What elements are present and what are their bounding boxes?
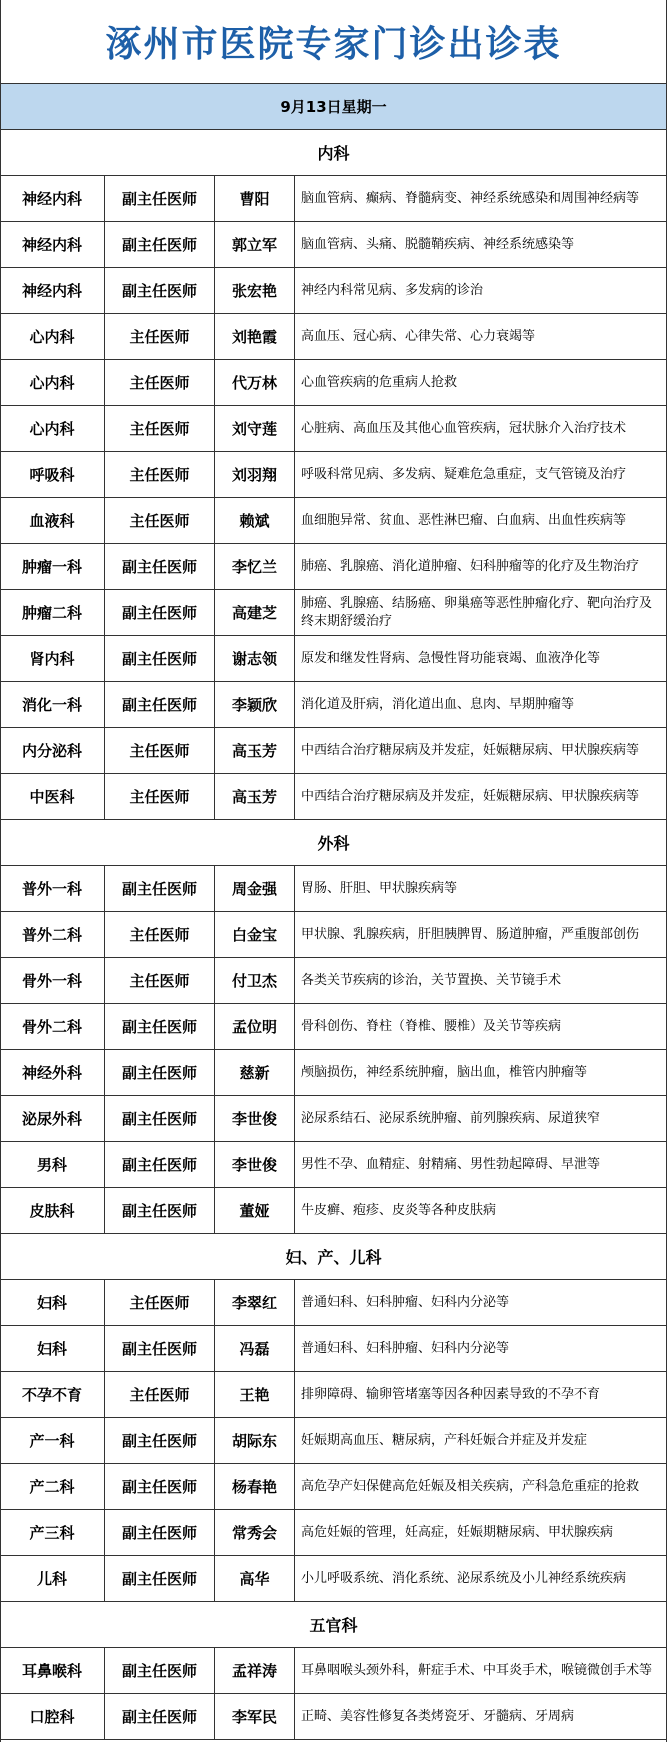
doctor-title-cell: 副主任医师 [105, 1188, 215, 1233]
doctor-name-cell: 胡际东 [215, 1418, 295, 1463]
specialty-cell: 高危妊娠的管理，妊高症，妊娠期糖尿病、甲状腺疾病 [301, 1524, 614, 1540]
department-cell: 普外二科 [0, 912, 105, 957]
specialty-cell: 高血压、冠心病、心律失常、心力衰竭等 [301, 328, 536, 344]
table-row [0, 1050, 667, 1096]
doctor-name-cell: 曹阳 [215, 176, 295, 221]
doctor-title-cell: 副主任医师 [105, 1464, 215, 1509]
doctor-title-cell: 主任医师 [105, 1280, 215, 1325]
specialty-cell: 胃肠、肝胆、甲状腺疾病等 [301, 880, 458, 896]
department-cell: 普外一科 [0, 866, 105, 911]
table-row [0, 1556, 667, 1602]
doctor-name-cell: 孟祥涛 [215, 1648, 295, 1693]
specialty-cell: 肺癌、乳腺癌、结肠癌、卵巢癌等恶性肿瘤化疗、靶向治疗及终末期舒缓治疗 [301, 595, 653, 629]
specialty-cell: 血细胞异常、贫血、恶性淋巴瘤、白血病、出血性疾病等 [301, 512, 627, 528]
doctor-title-cell: 主任医师 [105, 314, 215, 359]
doctor-title-cell: 副主任医师 [105, 1648, 215, 1693]
doctor-title-cell: 副主任医师 [105, 1510, 215, 1555]
doctor-name-cell: 李翠红 [215, 1280, 295, 1325]
doctor-title-cell: 副主任医师 [105, 590, 215, 635]
department-cell: 神经内科 [0, 268, 105, 313]
doctor-name-cell: 高玉芳 [215, 774, 295, 819]
table-row [0, 222, 667, 268]
table-row [0, 1188, 667, 1234]
table-row [0, 498, 667, 544]
specialty-cell: 消化道及肝病，消化道出血、息肉、早期肿瘤等 [301, 696, 575, 712]
table-row [0, 314, 667, 360]
specialty-cell: 原发和继发性肾病、急慢性肾功能衰竭、血液净化等 [301, 650, 601, 666]
specialty-cell: 呼吸科常见病、多发病、疑难危急重症，支气管镜及治疗 [301, 466, 627, 482]
table-row [0, 590, 667, 636]
specialty-cell: 排卵障碍、输卵管堵塞等因各种因素导致的不孕不育 [301, 1386, 601, 1402]
doctor-name-cell: 刘羽翔 [215, 452, 295, 497]
doctor-name-cell: 常秀会 [215, 1510, 295, 1555]
doctor-title-cell: 主任医师 [105, 452, 215, 497]
specialty-cell: 妊娠期高血压、糖尿病，产科妊娠合并症及并发症 [301, 1432, 588, 1448]
department-cell: 口腔科 [0, 1694, 105, 1739]
doctor-name-cell: 杨春艳 [215, 1464, 295, 1509]
table-row [0, 1464, 667, 1510]
doctor-name-cell: 代万林 [215, 360, 295, 405]
department-cell: 心内科 [0, 360, 105, 405]
department-cell: 神经内科 [0, 176, 105, 221]
table-row [0, 682, 667, 728]
doctor-title-cell: 主任医师 [105, 1372, 215, 1417]
page-title: 涿州市医院专家门诊出诊表 [0, 0, 667, 84]
doctor-title-cell: 副主任医师 [105, 1096, 215, 1141]
department-cell: 神经外科 [0, 1050, 105, 1095]
table-row [0, 1418, 667, 1464]
department-cell: 耳鼻喉科 [0, 1648, 105, 1693]
specialty-cell: 神经内科常见病、多发病的诊治 [301, 282, 484, 298]
table-row [0, 452, 667, 498]
doctor-name-cell: 李世俊 [215, 1096, 295, 1141]
doctor-title-cell: 副主任医师 [105, 222, 215, 267]
department-cell: 呼吸科 [0, 452, 105, 497]
table-row [0, 728, 667, 774]
specialty-cell: 甲状腺、乳腺疾病，肝胆胰脾胃、肠道肿瘤，严重腹部创伤 [301, 926, 640, 942]
table-row [0, 1142, 667, 1188]
department-cell: 儿科 [0, 1556, 105, 1601]
doctor-title-cell: 副主任医师 [105, 1142, 215, 1187]
specialty-cell: 脑血管病、癫病、脊髓病变、神经系统感染和周围神经病等 [301, 190, 640, 206]
table-row [0, 912, 667, 958]
doctor-name-cell: 张宏艳 [215, 268, 295, 313]
table-row [0, 774, 667, 820]
table-row [0, 1280, 667, 1326]
doctor-title-cell: 主任医师 [105, 406, 215, 451]
doctor-title-cell: 副主任医师 [105, 866, 215, 911]
doctor-name-cell: 付卫杰 [215, 958, 295, 1003]
specialty-cell: 中西结合治疗糖尿病及并发症，妊娠糖尿病、甲状腺疾病等 [301, 788, 640, 804]
doctor-title-cell: 副主任医师 [105, 1326, 215, 1371]
doctor-title-cell: 副主任医师 [105, 1694, 215, 1739]
table-row [0, 406, 667, 452]
table-row [0, 958, 667, 1004]
department-cell: 中医科 [0, 774, 105, 819]
doctor-name-cell: 李忆兰 [215, 544, 295, 589]
specialty-cell: 耳鼻咽喉头颈外科，鼾症手术、中耳炎手术，喉镜微创手术等 [301, 1662, 653, 1678]
doctor-name-cell: 赖斌 [215, 498, 295, 543]
table-row [0, 636, 667, 682]
department-cell: 心内科 [0, 406, 105, 451]
doctor-title-cell: 副主任医师 [105, 1556, 215, 1601]
doctor-title-cell: 主任医师 [105, 728, 215, 773]
doctor-name-cell: 高玉芳 [215, 728, 295, 773]
department-cell: 不孕不育 [0, 1372, 105, 1417]
table-row [0, 1096, 667, 1142]
table-row [0, 1694, 667, 1740]
date-header: 9月13日星期一 [0, 84, 667, 130]
table-row [0, 268, 667, 314]
schedule-table [0, 130, 667, 1740]
doctor-title-cell: 副主任医师 [105, 1418, 215, 1463]
doctor-title-cell: 主任医师 [105, 498, 215, 543]
specialty-cell: 中西结合治疗糖尿病及并发症，妊娠糖尿病、甲状腺疾病等 [301, 742, 640, 758]
department-cell: 产一科 [0, 1418, 105, 1463]
specialty-cell: 正畸、美容性修复各类烤瓷牙、牙髓病、牙周病 [301, 1708, 575, 1724]
table-row [0, 866, 667, 912]
table-row [0, 544, 667, 590]
doctor-name-cell: 周金强 [215, 866, 295, 911]
department-cell: 心内科 [0, 314, 105, 359]
doctor-name-cell: 王艳 [215, 1372, 295, 1417]
section-header: 外科 [0, 820, 667, 866]
table-row [0, 176, 667, 222]
specialty-cell: 男性不孕、血精症、射精痛、男性勃起障碍、早泄等 [301, 1156, 601, 1172]
department-cell: 神经内科 [0, 222, 105, 267]
department-cell: 产三科 [0, 1510, 105, 1555]
department-cell: 骨外二科 [0, 1004, 105, 1049]
department-cell: 皮肤科 [0, 1188, 105, 1233]
doctor-title-cell: 主任医师 [105, 774, 215, 819]
specialty-cell: 脑血管病、头痛、脱髓鞘疾病、神经系统感染等 [301, 236, 575, 252]
doctor-name-cell: 李世俊 [215, 1142, 295, 1187]
specialty-cell: 普通妇科、妇科肿瘤、妇科内分泌等 [301, 1340, 510, 1356]
specialty-cell: 心脏病、高血压及其他心血管疾病，冠状脉介入治疗技术 [301, 420, 627, 436]
table-row [0, 360, 667, 406]
table-row [0, 1372, 667, 1418]
department-cell: 泌尿外科 [0, 1096, 105, 1141]
doctor-title-cell: 主任医师 [105, 958, 215, 1003]
doctor-title-cell: 主任医师 [105, 360, 215, 405]
doctor-title-cell: 副主任医师 [105, 1050, 215, 1095]
department-cell: 肾内科 [0, 636, 105, 681]
doctor-name-cell: 郭立军 [215, 222, 295, 267]
specialty-cell: 各类关节疾病的诊治，关节置换、关节镜手术 [301, 972, 562, 988]
department-cell: 骨外一科 [0, 958, 105, 1003]
doctor-title-cell: 副主任医师 [105, 544, 215, 589]
section-header: 内科 [0, 130, 667, 176]
doctor-name-cell: 白金宝 [215, 912, 295, 957]
specialty-cell: 普通妇科、妇科肿瘤、妇科内分泌等 [301, 1294, 510, 1310]
table-row [0, 1004, 667, 1050]
department-cell: 妇科 [0, 1280, 105, 1325]
doctor-name-cell: 刘艳霞 [215, 314, 295, 359]
specialty-cell: 颅脑损伤，神经系统肿瘤，脑出血，椎管内肿瘤等 [301, 1064, 588, 1080]
doctor-title-cell: 副主任医师 [105, 176, 215, 221]
department-cell: 产二科 [0, 1464, 105, 1509]
specialty-cell: 高危孕产妇保健高危妊娠及相关疾病，产科急危重症的抢救 [301, 1478, 640, 1494]
specialty-cell: 小儿呼吸系统、消化系统、泌尿系统及小儿神经系统疾病 [301, 1570, 627, 1586]
doctor-name-cell: 刘守莲 [215, 406, 295, 451]
doctor-name-cell: 高建芝 [215, 590, 295, 635]
section-header: 五官科 [0, 1602, 667, 1648]
section-header: 妇、产、儿科 [0, 1234, 667, 1280]
specialty-cell: 肺癌、乳腺癌、消化道肿瘤、妇科肿瘤等的化疗及生物治疗 [301, 558, 640, 574]
table-row [0, 1510, 667, 1556]
specialty-cell: 泌尿系结石、泌尿系统肿瘤、前列腺疾病、尿道狭窄 [301, 1110, 601, 1126]
department-cell: 血液科 [0, 498, 105, 543]
doctor-name-cell: 李颖欣 [215, 682, 295, 727]
department-cell: 消化一科 [0, 682, 105, 727]
doctor-title-cell: 副主任医师 [105, 268, 215, 313]
doctor-name-cell: 慈新 [215, 1050, 295, 1095]
doctor-name-cell: 李军民 [215, 1694, 295, 1739]
table-row [0, 1326, 667, 1372]
doctor-name-cell: 董娅 [215, 1188, 295, 1233]
doctor-name-cell: 孟位明 [215, 1004, 295, 1049]
specialty-cell: 牛皮癣、疱疹、皮炎等各种皮肤病 [301, 1202, 497, 1218]
doctor-title-cell: 副主任医师 [105, 636, 215, 681]
table-row [0, 1648, 667, 1694]
doctor-title-cell: 主任医师 [105, 912, 215, 957]
department-cell: 肿瘤一科 [0, 544, 105, 589]
doctor-name-cell: 高华 [215, 1556, 295, 1601]
doctor-title-cell: 副主任医师 [105, 1004, 215, 1049]
doctor-title-cell: 副主任医师 [105, 682, 215, 727]
doctor-name-cell: 谢志领 [215, 636, 295, 681]
department-cell: 妇科 [0, 1326, 105, 1371]
department-cell: 男科 [0, 1142, 105, 1187]
department-cell: 肿瘤二科 [0, 590, 105, 635]
specialty-cell: 骨科创伤、脊柱（脊椎、腰椎）及关节等疾病 [301, 1018, 562, 1034]
doctor-name-cell: 冯磊 [215, 1326, 295, 1371]
specialty-cell: 心血管疾病的危重病人抢救 [301, 374, 458, 390]
department-cell: 内分泌科 [0, 728, 105, 773]
